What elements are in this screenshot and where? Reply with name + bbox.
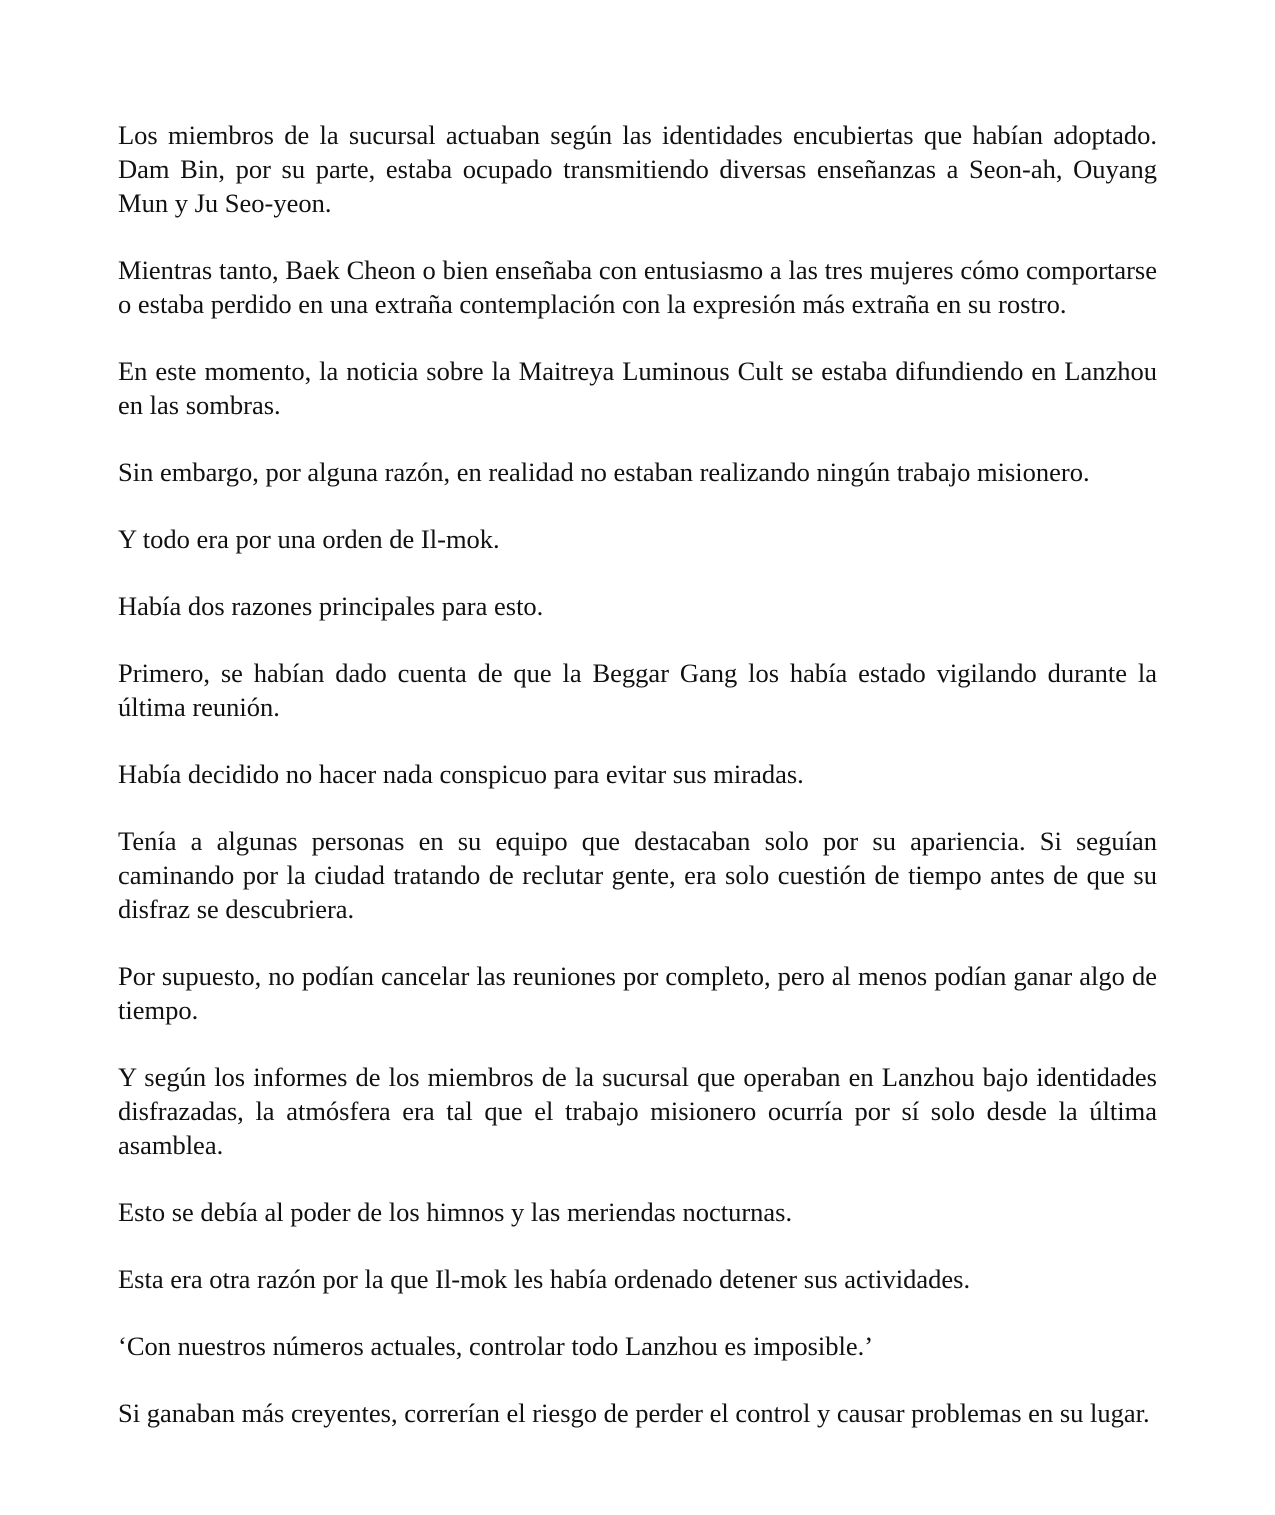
paragraph: Primero, se habían dado cuenta de que la Beggar Gang los había estado vigilando durante la última reunión. [118, 658, 1157, 722]
paragraph: Y todo era por una orden de Il-mok. [118, 524, 500, 554]
paragraph: En este momento, la noticia sobre la Maitreya Luminous Cult se estaba difundiendo en Lanzhou en las sombras. [118, 356, 1157, 420]
paragraph: Los miembros de la sucursal actuaban según las identidades encubiertas que habían adoptado. Dam Bin, por su parte, estaba ocupado transmitiendo diversas enseñanzas a Seon-ah, Ouyang Mun y Ju Seo-yeon. [118, 120, 1157, 218]
paragraph: Si ganaban más creyentes, correrían el riesgo de perder el control y causar problemas en su lugar. [118, 1398, 1150, 1428]
paragraph: ‘Con nuestros números actuales, controlar todo Lanzhou es imposible.’ [118, 1331, 874, 1361]
paragraph: Por supuesto, no podían cancelar las reuniones por completo, pero al menos podían ganar algo de tiempo. [118, 961, 1157, 1025]
paragraph: Tenía a algunas personas en su equipo que destacaban solo por su apariencia. Si seguían caminando por la ciudad tratando de reclutar gente, era solo cuestión de tiempo antes de que su disfraz se descubriera. [118, 826, 1157, 924]
paragraph: Sin embargo, por alguna razón, en realidad no estaban realizando ningún trabajo misionero. [118, 457, 1090, 487]
paragraph: Esto se debía al poder de los himnos y las meriendas nocturnas. [118, 1197, 793, 1227]
paragraph: Esta era otra razón por la que Il-mok les había ordenado detener sus actividades. [118, 1264, 971, 1294]
paragraph: Mientras tanto, Baek Cheon o bien enseñaba con entusiasmo a las tres mujeres cómo comportarse o estaba perdido en una extraña contemplación con la expresión más extraña en su rostro. [118, 255, 1157, 319]
paragraph: Había decidido no hacer nada conspicuo para evitar sus miradas. [118, 759, 804, 789]
paragraph: Y según los informes de los miembros de la sucursal que operaban en Lanzhou bajo identidades disfrazadas, la atmósfera era tal que el trabajo misionero ocurría por sí solo desde la última asamblea. [118, 1062, 1157, 1160]
document-body [118, 118, 1157, 1463]
paragraph: Había dos razones principales para esto. [118, 591, 544, 621]
